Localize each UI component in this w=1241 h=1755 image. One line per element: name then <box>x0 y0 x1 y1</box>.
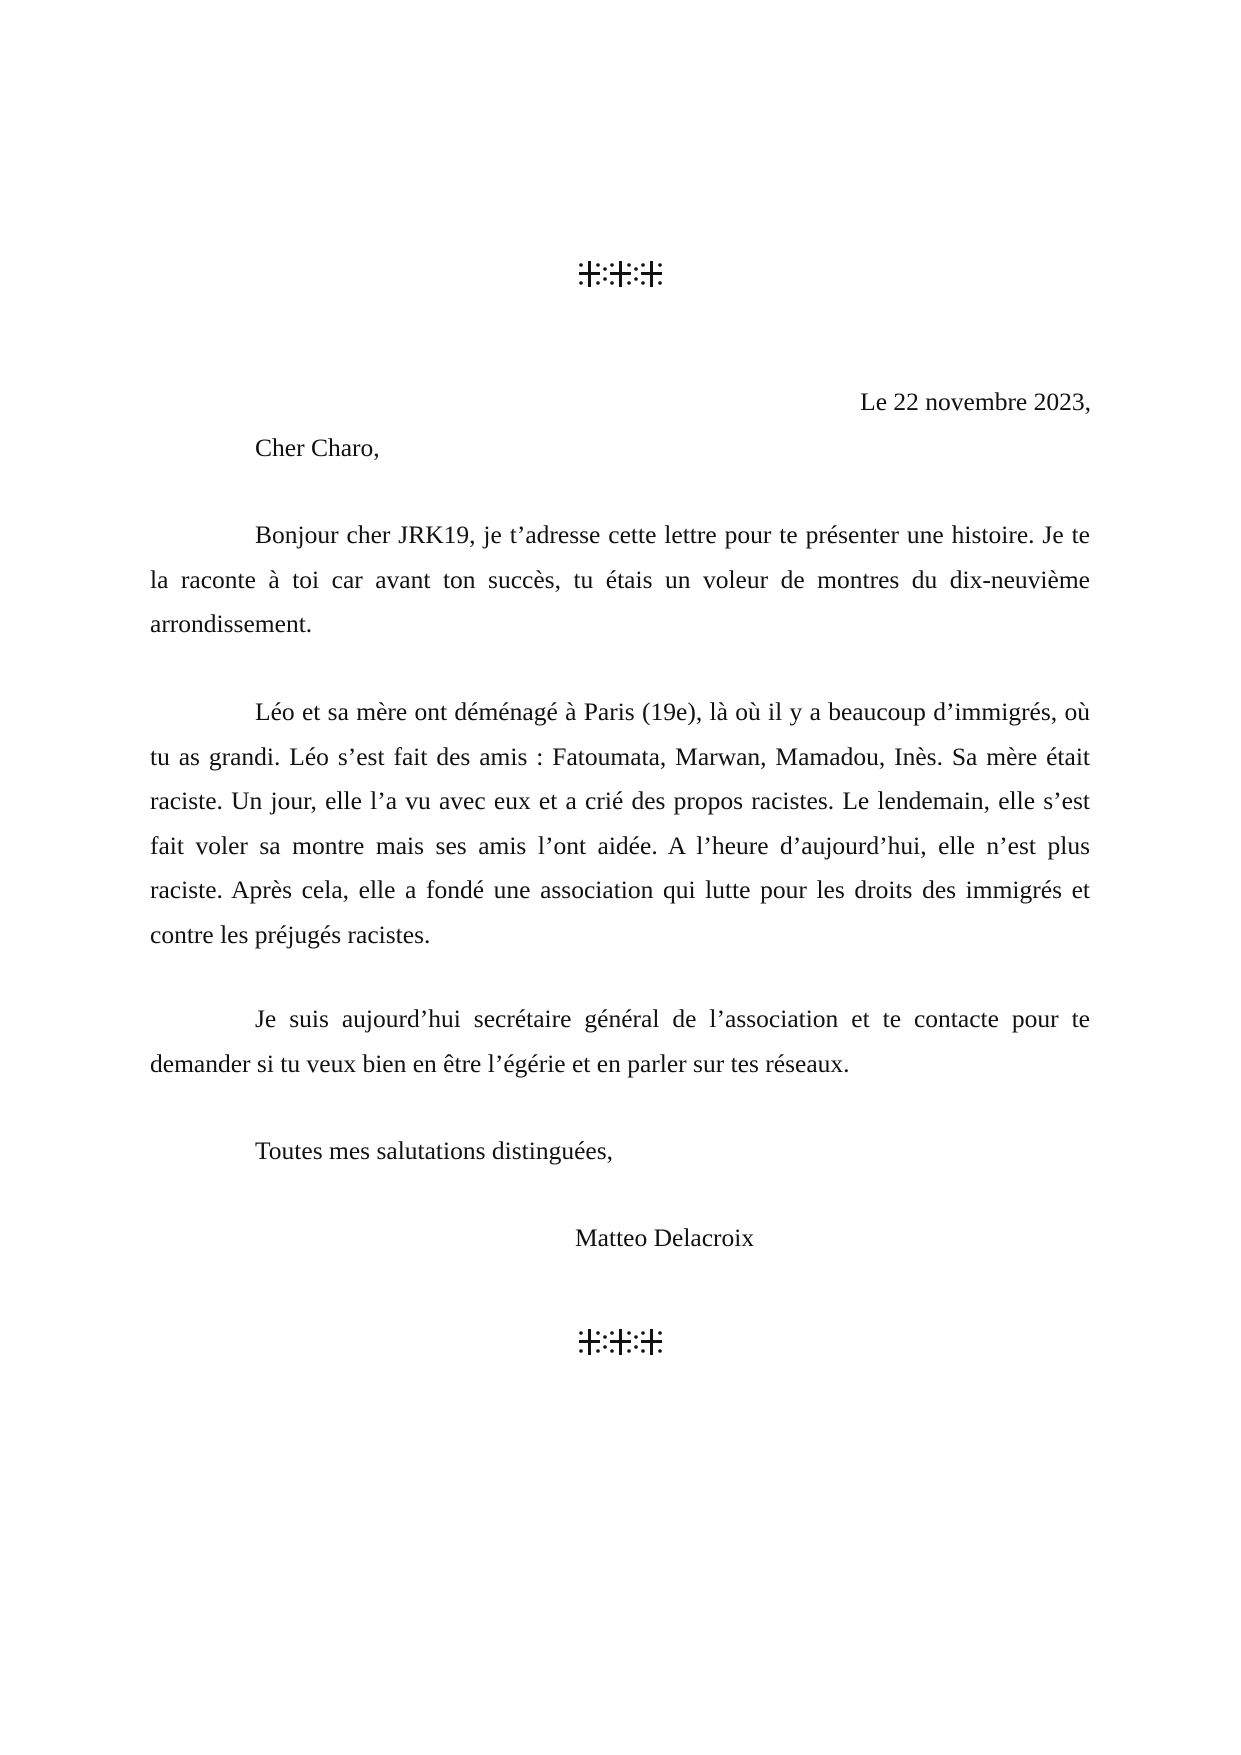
letter-date: Le 22 novembre 2023, <box>860 387 1091 416</box>
letter-paragraph-3: Je suis aujourd’hui secrétaire général de l’association et te contacte pour te demander si tu veux bien en être l’égérie et en parler sur tes réseaux. <box>150 1004 1090 1078</box>
letter-signature: Matteo Delacroix <box>575 1223 755 1252</box>
dotted-cross-ornament-icon <box>578 259 664 289</box>
letter-closing: Toutes mes salutations distinguées, <box>255 1136 614 1165</box>
letter-salutation: Cher Charo, <box>255 433 380 462</box>
dotted-cross-ornament-icon <box>578 1327 664 1357</box>
letter-paragraph-1: Bonjour cher JRK19, je t’adresse cette lettre pour te présenter une histoire. Je te la raconte à toi car avant ton succès, tu étais un voleur de montres du dix-neuvième arrondissement. <box>150 520 1090 638</box>
letter-paragraph-2: Léo et sa mère ont déménagé à Paris (19e), là où il y a beaucoup d’immigrés, où tu as grandi. Léo s’est fait des amis : Fatoumata, Marwan, Mamadou, Inès. Sa mère était raciste. Un jour, elle l’a vu avec eux et a crié des propos racistes. Le lendemain, elle s’est fait voler sa montre mais ses amis l’ont aidée. A l’heure d’aujourd’hui, elle n’est plus raciste. Après cela, elle a fondé une association qui lutte pour les droits des immigrés et contre les préjugés racistes. <box>150 697 1090 949</box>
